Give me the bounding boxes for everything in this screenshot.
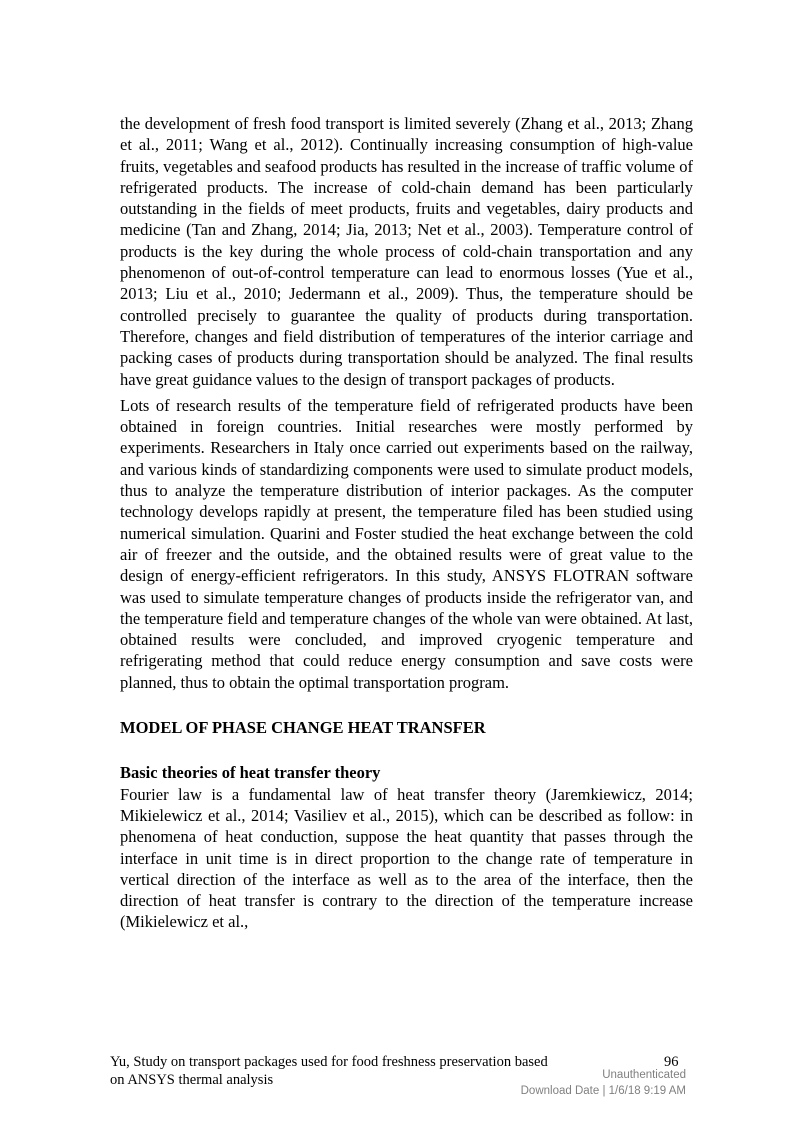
subsection-heading: Basic theories of heat transfer theory [120,763,381,783]
page-number: 96 [664,1054,679,1070]
footer-auth-status: Unauthenticated [602,1069,686,1081]
section-heading: MODEL OF PHASE CHANGE HEAT TRANSFER [120,718,486,738]
footer-citation: Yu, Study on transport packages used for food freshness preservation based on ANSYS thermal analysis [110,1054,548,1088]
footer-download-date: Download Date | 1/6/18 9:19 AM [520,1085,686,1097]
body-paragraph-3: Fourier law is a fundamental law of heat transfer theory (Jaremkiewicz, 2014; Mikielewicz et al., 2014; Vasiliev et al., 2015), which can be described as follow: in phenomena of heat conduction, suppose the heat quantity that passes through the interface in unit time is in direct proportion to the change rate of temperature in vertical direction of the interface as well as to the area of the interface, then the direction of heat transfer is contrary to the direction of the temperature increase (Mikielewicz et al., [120,784,693,932]
body-paragraph-1: the development of fresh food transport is limited severely (Zhang et al., 2013; Zhang et al., 2011; Wang et al., 2012). Continually increasing consumption of high-value fruits, vegetables and seafood products has resulted in the increase of traffic volume of refrigerated products. The increase of cold-chain demand has been particularly outstanding in the fields of meet products, fruits and vegetables, dairy products and medicine (Tan and Zhang, 2014; Jia, 2013; Net et al., 2003). Temperature control of products is the key during the whole process of cold-chain transportation and any phenomenon of out-of-control temperature can lead to enormous losses (Yue et al., 2013; Liu et al., 2010; Jedermann et al., 2009). Thus, the temperature should be controlled precisely to guarantee the quality of products during transportation. Therefore, changes and field distribution of temperatures of the interior carriage and packing cases of products during transportation should be analyzed. The final results have great guidance values to the design of transport packages of products. [120,114,693,389]
page-body [120,113,693,933]
body-paragraph-2: Lots of research results of the temperature field of refrigerated products have been obtained in foreign countries. Initial researches were mostly performed by experiments. Researchers in Italy once carried out experiments based on the railway, and various kinds of standardizing components were used to simulate product models, thus to analyze the temperature distribution of interior packages. As the computer technology develops rapidly at present, the temperature filed has been studied using numerical simulation. Quarini and Foster studied the heat exchange between the cold air of freezer and the outside, and the obtained results were of great value to the design of energy-efficient refrigerators. In this study, ANSYS FLOTRAN software was used to simulate temperature changes of products inside the refrigerator van, and the temperature field and temperature changes of the whole van were obtained. At last, obtained results were concluded, and improved cryogenic temperature and refrigerating method that could reduce energy consumption and save costs were planned, thus to obtain the optimal transportation program. [120,395,693,692]
